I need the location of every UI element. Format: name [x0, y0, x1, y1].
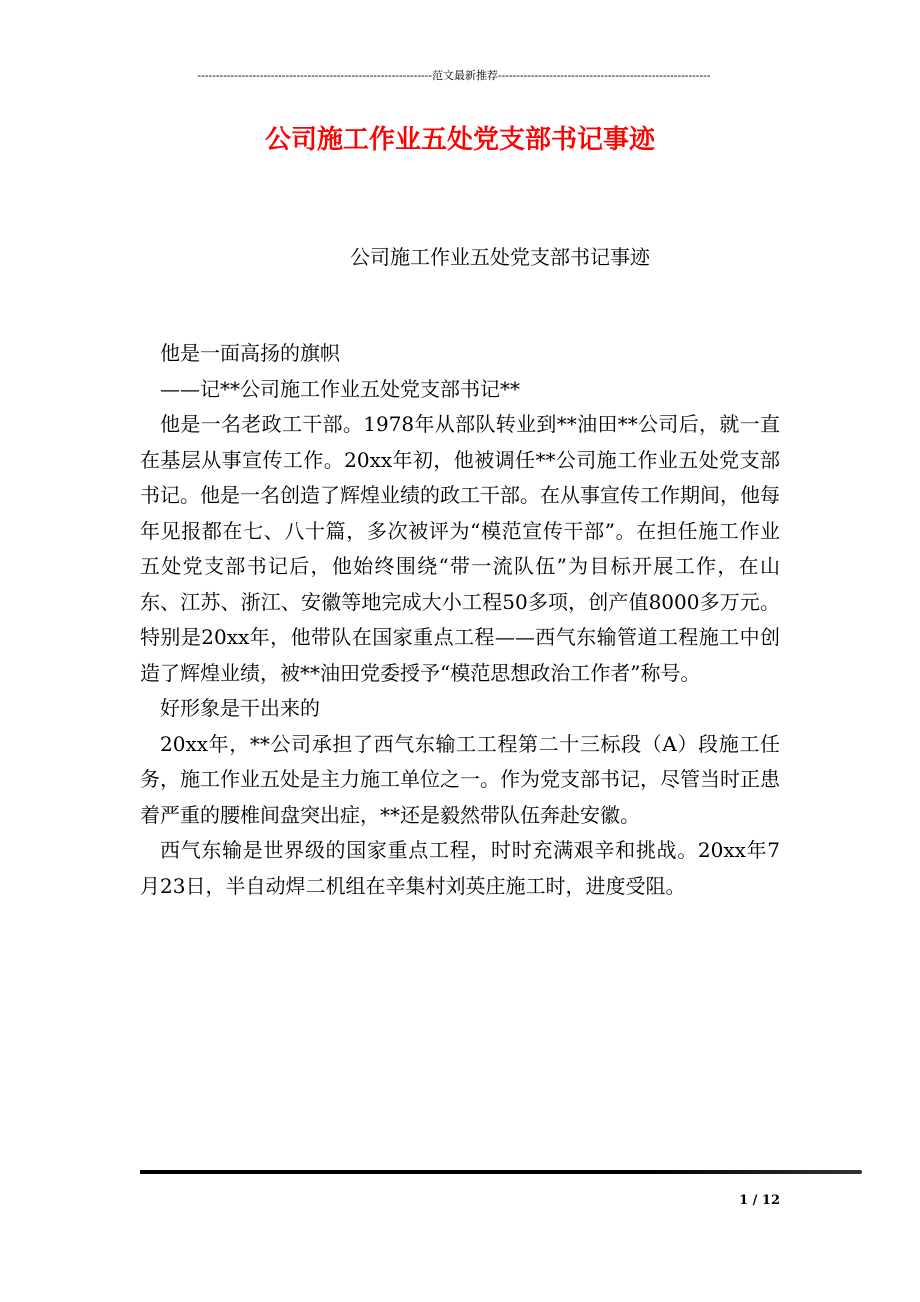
footer-divider — [140, 1170, 862, 1174]
header-banner: ----------------------------------------------------------------范文最新推荐---------------------------------------------------------- — [197, 70, 711, 82]
section-heading: 好形象是干出来的 — [160, 696, 320, 720]
section-heading: 他是一面高扬的旗帜 — [160, 341, 340, 365]
document-title: 公司施工作业五处党支部书记事迹 — [264, 125, 655, 155]
body-paragraph: 他是一名老政工干部。1978年从部队转业到**油田**公司后，就一直在基层从事宣传工作。20xx年初，他被调任**公司施工作业五处党支部书记。他是一名创造了辉煌业绩的政工干部。在从事宣传工作期间，他每年见报都在七、八十篇，多次被评为“模范宣传干部”。在担任施工作业五处党支部书记后，他始终围绕“带一流队伍”为目标开展工作，在山东、江苏、浙江、安徽等地完成大小工程50多项，创产值8000多万元。特别是20xx年，他带队在国家重点工程——西气东输管道工程施工中创造了辉煌业绩，被**油田党委授予“模范思想政治工作者”称号。 — [140, 412, 780, 685]
document-body — [140, 336, 780, 904]
document-subtitle: 公司施工作业五处党支部书记事迹 — [350, 245, 650, 269]
section-subheading: ——记**公司施工作业五处党支部书记** — [160, 376, 520, 401]
page-number: 1 / 12 — [739, 1193, 780, 1208]
body-paragraph: 西气东输是世界级的国家重点工程，时时充满艰辛和挑战。20xx年7月23日，半自动焊二机组在辛集村刘英庄施工时，进度受阻。 — [140, 838, 780, 898]
body-paragraph: 20xx年，**公司承担了西气东输工工程第二十三标段（A）段施工任务，施工作业五处是主力施工单位之一。作为党支部书记，尽管当时正患着严重的腰椎间盘突出症，**还是毅然带队伍奔赴安徽。 — [140, 731, 780, 827]
